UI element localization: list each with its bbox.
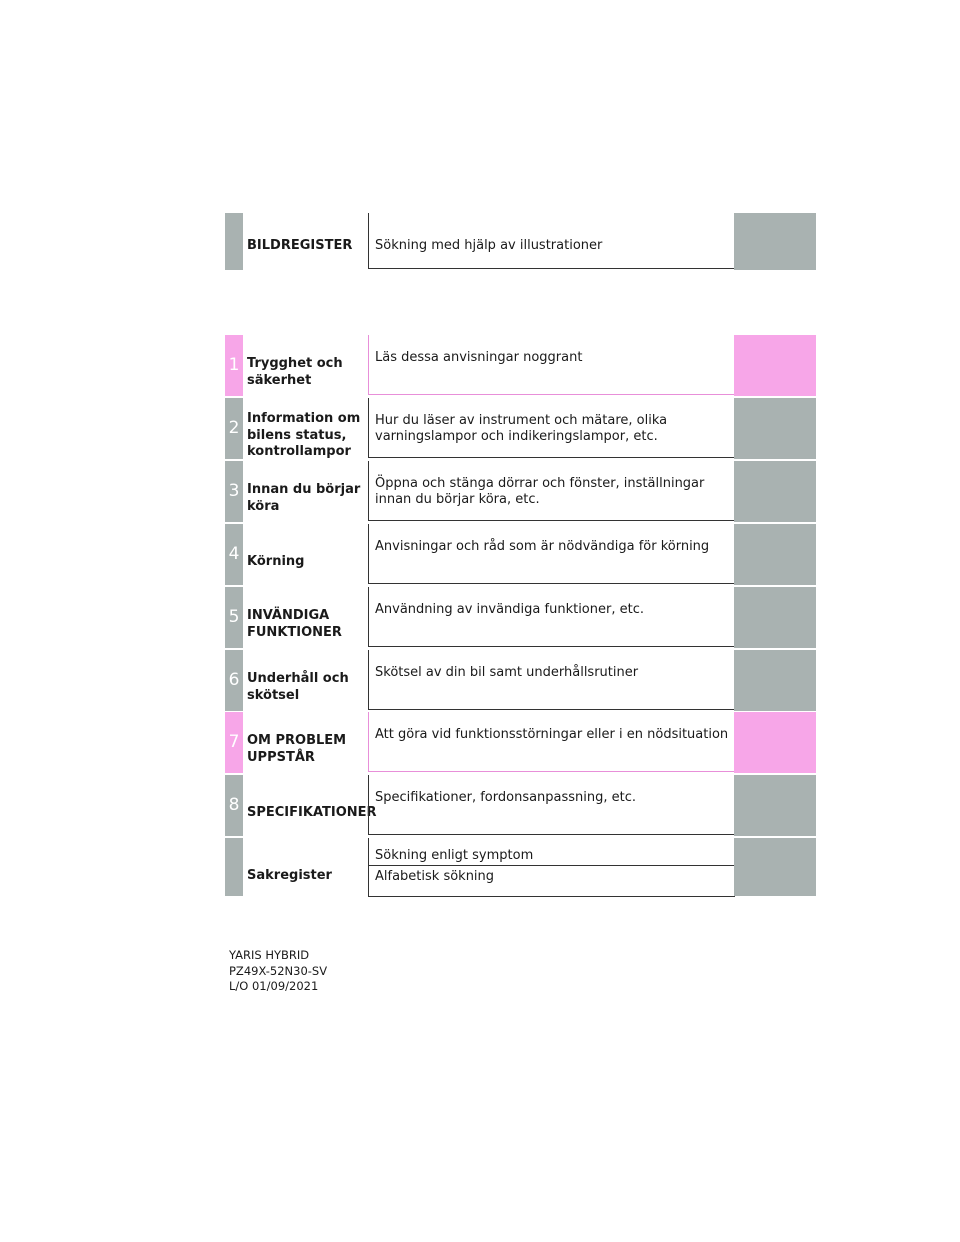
section-description [368, 587, 735, 647]
section-description [368, 775, 735, 835]
section-title: BILDREGISTER [247, 238, 353, 253]
section-row-2[interactable] [225, 398, 816, 459]
section-number: 1 [228, 355, 240, 375]
symptom-search-link[interactable]: Sökning enligt symptom [375, 848, 534, 863]
section-title-line: SPECIFIKATIONER [247, 805, 377, 820]
description-text [375, 790, 636, 806]
description-text [375, 413, 667, 444]
section-strip [225, 775, 243, 836]
section-strip [225, 335, 243, 396]
section-title-line: INVÄNDIGA [247, 608, 330, 623]
section-description [368, 524, 735, 584]
section-row-5[interactable] [225, 587, 816, 648]
section-title-line: Körning [247, 554, 305, 569]
description-line: Specifikationer, fordonsanpassning, etc. [375, 790, 637, 805]
section-title-line: skötsel [247, 687, 300, 703]
description-line: Läs dessa anvisningar noggrant [375, 350, 583, 365]
section-title [247, 733, 346, 766]
section-title-line: Trygghet och [247, 356, 343, 371]
description-line: innan du börjar köra, etc. [375, 491, 540, 507]
thumb-tab[interactable] [734, 398, 816, 459]
description-text: Sökning med hjälp av illustrationer [375, 238, 603, 253]
section-title [247, 482, 360, 515]
section-row-6[interactable] [225, 650, 816, 711]
section-number: 3 [228, 481, 240, 501]
section-strip [225, 587, 243, 648]
section-number: 8 [228, 795, 240, 815]
section-strip [225, 398, 243, 459]
section-description [368, 712, 735, 772]
section-number: 2 [228, 418, 240, 438]
thumb-tab[interactable] [734, 213, 816, 270]
description-text [375, 665, 638, 681]
section-title-line: UPPSTÅR [247, 749, 315, 765]
description-line: varningslampor och indikeringslampor, etc. [375, 428, 658, 444]
section-row-4[interactable] [225, 524, 816, 585]
section-title [247, 356, 343, 389]
document-number: PZ49X-52N30-SV [229, 963, 328, 978]
thumb-tab[interactable] [734, 524, 816, 585]
description-line: Öppna och stänga dörrar och fönster, inställningar [375, 476, 705, 491]
section-title [247, 411, 360, 461]
thumb-tab[interactable] [734, 461, 816, 522]
thumb-tab[interactable] [734, 712, 816, 773]
description-line: Att göra vid funktionsstörningar eller i en nödsituation [375, 727, 729, 742]
section-title-line: Innan du börjar [247, 482, 361, 497]
section-title-line: säkerhet [247, 372, 312, 388]
section-title [247, 805, 377, 822]
sakregister-row[interactable] [225, 838, 816, 896]
section-title [247, 608, 342, 641]
thumb-tab[interactable] [734, 838, 816, 896]
section-strip [225, 524, 243, 585]
description-text [375, 539, 709, 555]
divider [369, 865, 735, 866]
thumb-tab[interactable] [734, 775, 816, 836]
description-text [375, 602, 644, 618]
section-title-line: bilens status, [247, 427, 347, 443]
footer-code [229, 948, 327, 995]
section-title-line: Underhåll och [247, 671, 349, 686]
description-line: Användning av invändiga funktioner, etc. [375, 602, 644, 617]
section-strip [225, 712, 243, 773]
section-row-3[interactable] [225, 461, 816, 522]
section-description [368, 650, 735, 710]
section-title [247, 554, 304, 571]
section-description [368, 838, 735, 897]
description-text [375, 727, 728, 743]
section-title-line: köra [247, 498, 280, 514]
description-text [375, 350, 582, 366]
edition-date: L/O 01/09/2021 [229, 979, 319, 993]
section-title-line: FUNKTIONER [247, 624, 342, 640]
section-row-1[interactable] [225, 335, 816, 396]
section-strip [225, 650, 243, 711]
section-strip [225, 838, 243, 896]
section-description [368, 213, 735, 269]
section-description [368, 461, 735, 521]
description-text [375, 476, 704, 507]
section-title-line: kontrollampor [247, 444, 351, 459]
description-line: Skötsel av din bil samt underhållsrutiner [375, 665, 639, 680]
section-title [247, 671, 349, 704]
thumb-tab[interactable] [734, 587, 816, 648]
description-line: Anvisningar och råd som är nödvändiga för körning [375, 539, 710, 554]
section-title-line: Information om [247, 411, 361, 426]
section-number: 4 [228, 544, 240, 564]
section-description [368, 335, 735, 395]
thumb-tab[interactable] [734, 650, 816, 711]
section-description [368, 398, 735, 458]
section-number: 6 [228, 670, 240, 690]
model-name: YARIS HYBRID [229, 948, 310, 962]
section-number: 7 [228, 732, 240, 752]
bildregister-row[interactable] [225, 213, 816, 270]
section-title: Sakregister [247, 868, 332, 883]
thumb-tab[interactable] [734, 335, 816, 396]
section-strip [225, 461, 243, 522]
description-line: Hur du läser av instrument och mätare, olika [375, 413, 668, 428]
section-number: 5 [228, 607, 240, 627]
section-title-line: OM PROBLEM [247, 733, 347, 748]
section-row-7[interactable] [225, 712, 816, 773]
alphabetic-search-link[interactable]: Alfabetisk sökning [375, 869, 495, 884]
section-row-8[interactable] [225, 775, 816, 836]
section-strip [225, 213, 243, 270]
